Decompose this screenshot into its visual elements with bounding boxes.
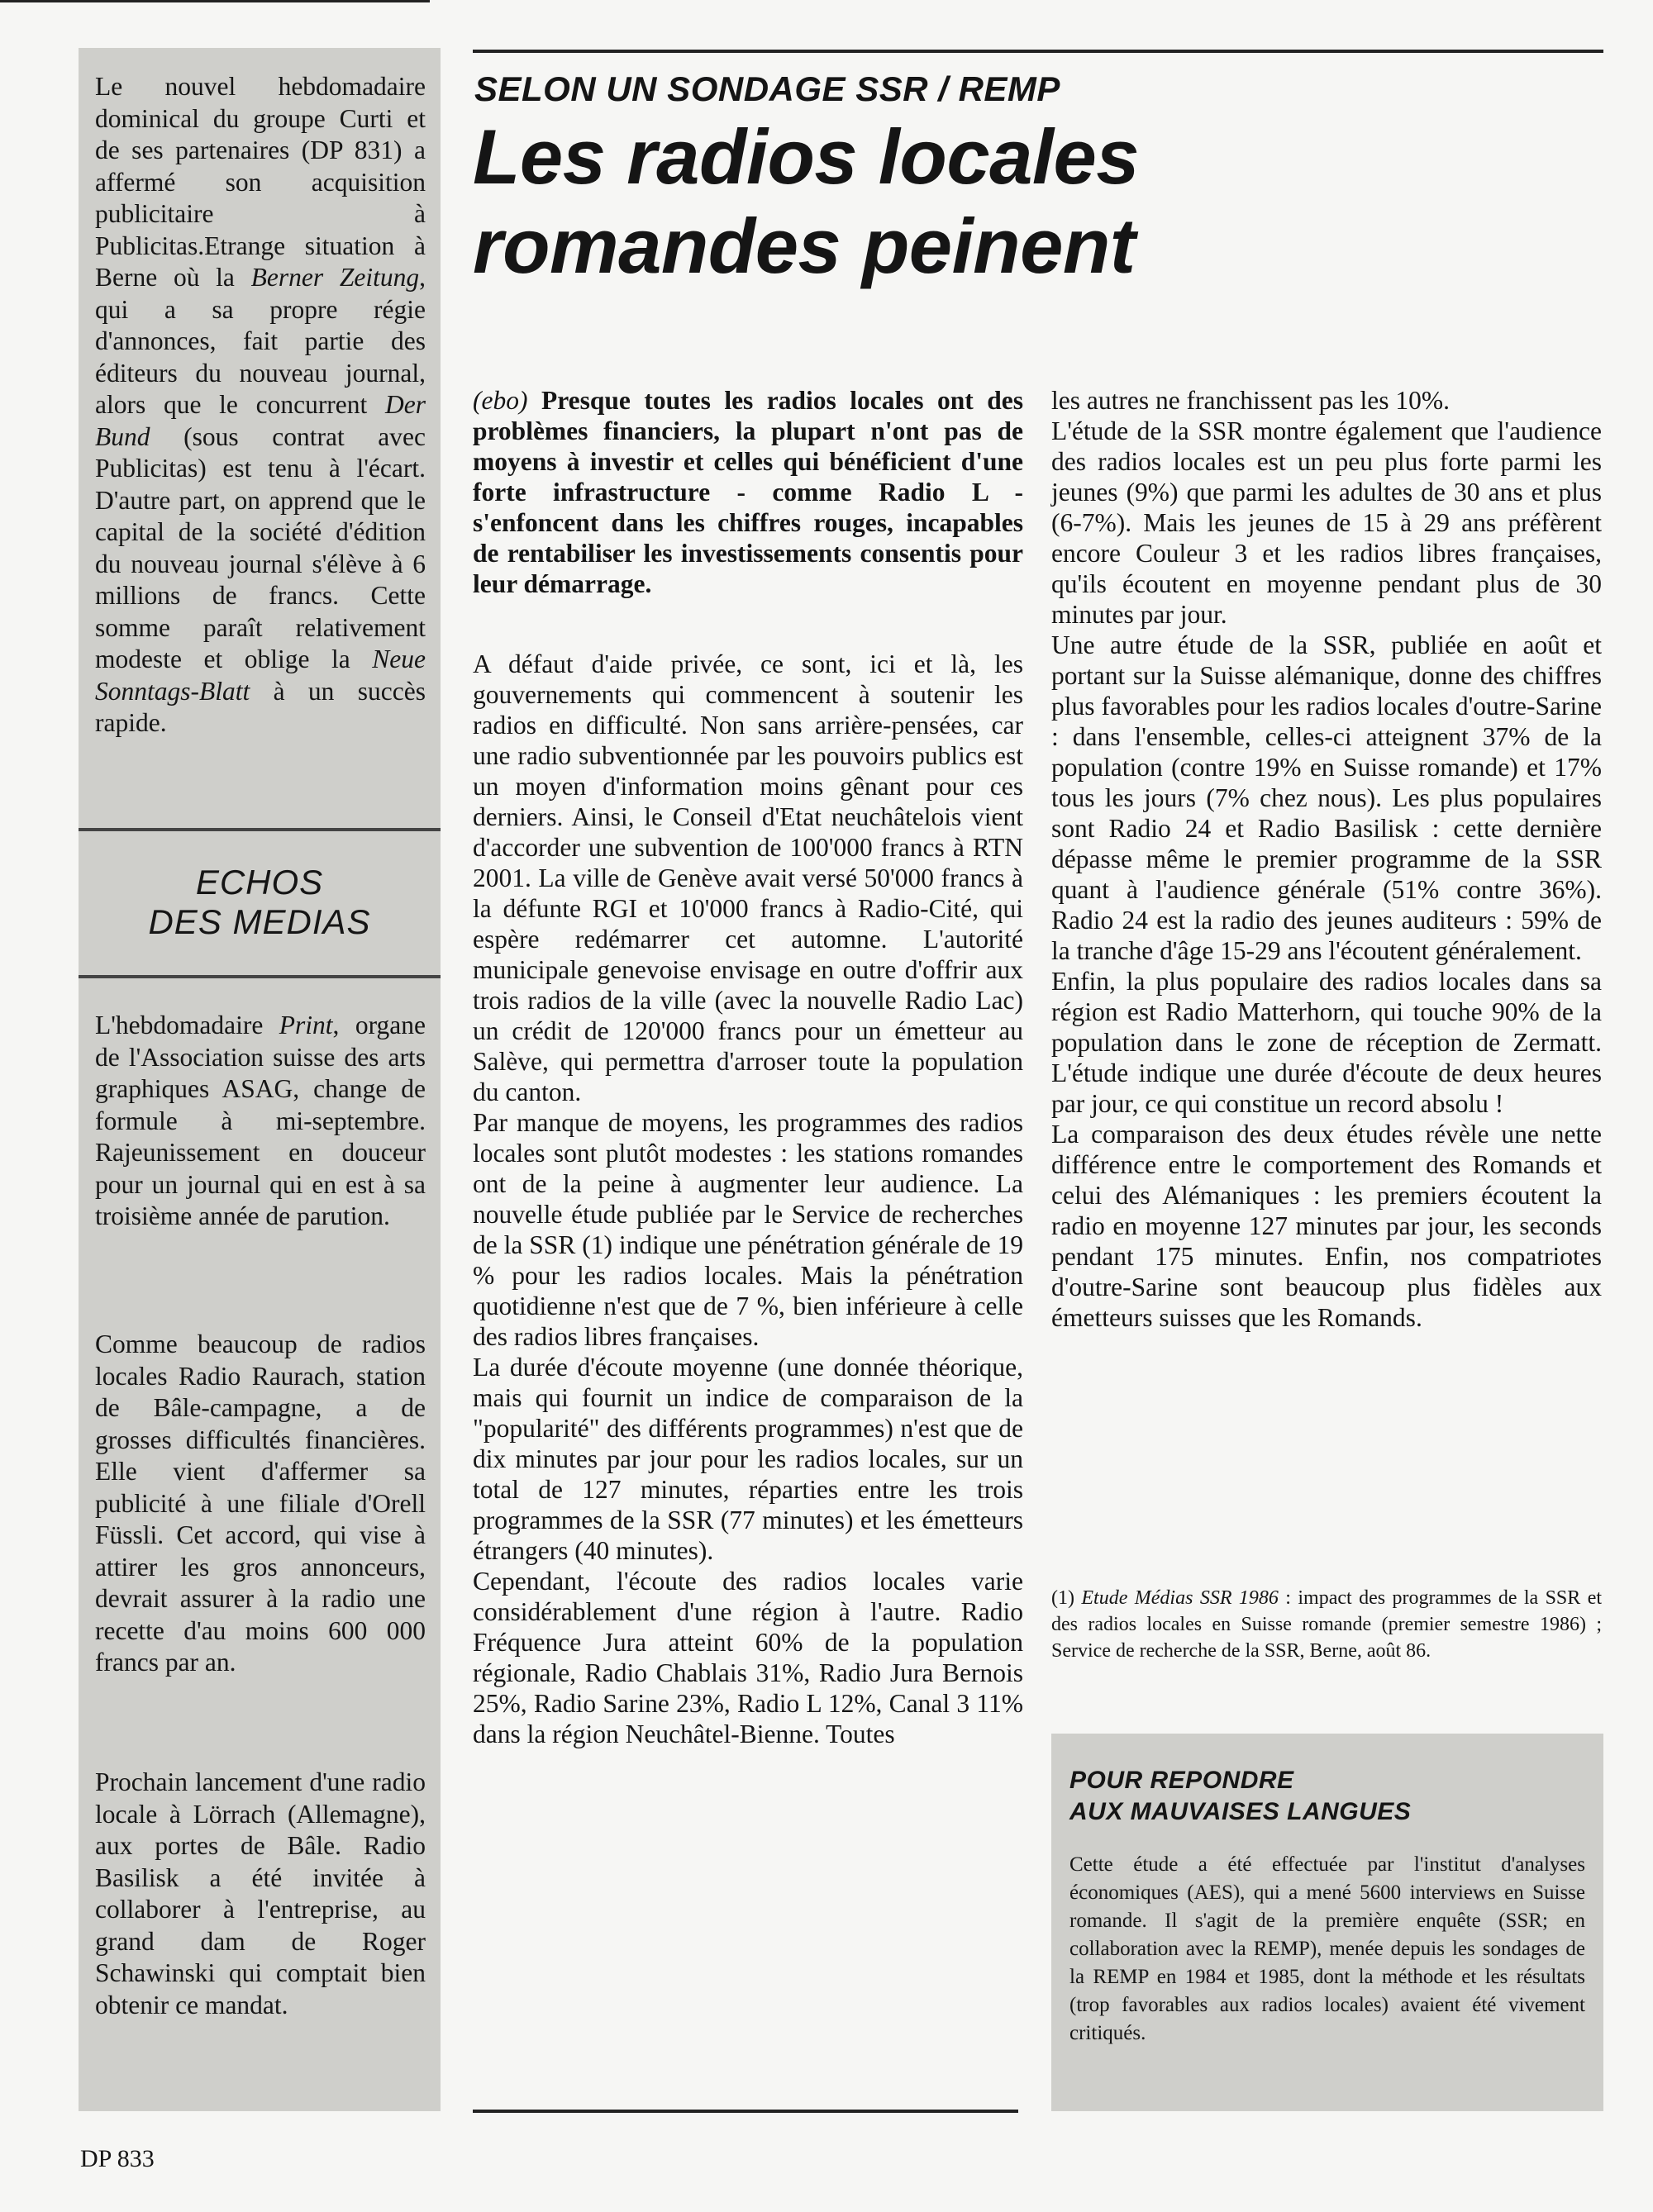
article-headline — [473, 112, 1382, 291]
paragraph: Une autre étude de la SSR, publiée en août et portant sur la Suisse alémanique, donne des chiffres plus favorables pour les radios locales d'outre-Sarine : dans l'ensemble, celles-ci atteignent 37% de la population (contre 19% en Suisse romande) et 17% tous les jours (7% chez nous). Les plus populaires sont Radio 24 et Radio Basilisk : cette dernière dépasse même le premier programme de la SSR quant à l'audience générale (51% contre 36%). Radio 24 est la radio des jeunes auditeurs : 59% de la tranche d'âge 15-29 ans l'écoutent généralement. — [1051, 630, 1602, 965]
publication-name: Print — [279, 1011, 333, 1039]
headline-line-2: romandes peinent — [473, 202, 1136, 289]
footnote-text: : impact des programmes de la SSR et des radios locales en Suisse romande (premier semestre 1986) ; Service de recherche de la SSR, Berne, août 86. — [1051, 1587, 1603, 1662]
paragraph: A défaut d'aide privée, ce sont, ici et là, les gouvernements qui commencent à soutenir les radios en difficulté. Non sans arrière-pensées, car une radio subventionnée par les pouvoirs publics est un moyen d'information moins gênant pour ces derniers. Ainsi, le Conseil d'Etat neuchâtelois vient d'accorder une subvention de 100'000 francs à RTN 2001. La ville de Genève avait versé 50'000 francs à la défunte RGI et 10'000 francs à Radio-Cité, qui espère redémarrer cet automne. L'autorité municipale genevoise envisage en outre d'offrir aux trois radios de la ville (avec la nouvelle Radio Lac) un crédit de 120'000 francs pour un émetteur au Salève, qui permettra d'arroser toute la population du canton. — [473, 649, 1023, 1106]
sidebar-divider — [79, 975, 441, 978]
sidebar-echos — [79, 48, 441, 2111]
sidebar-item-raurach: Comme beaucoup de radios locales Radio Raurach, station de Bâle-campagne, a de grosses difficultés financières. Elle vient d'affermer sa publicité à une filiale d'Orell Füssli. Cet accord, qui vise à attirer les gros annonceurs, devrait assurer à la radio une recette d'au moins 600 000 francs par an. — [95, 1330, 426, 1677]
echos-line-2: DES MEDIAS — [148, 902, 371, 941]
sidebar-text: Le nouvel hebdomadaire dominical du groupe Curti et de ses partenaires (DP 831) a affermé son acquisition publicitaire à Publicitas.Etrange situation à Berne où la — [95, 72, 426, 292]
publication-name: Der Bund — [95, 390, 426, 451]
section-title-echos — [79, 863, 441, 942]
sidebox-title-line-2: AUX MAUVAISES LANGUES — [1069, 1798, 1412, 1825]
sidebar-text: à un succès rapide. — [95, 676, 426, 737]
sidebar-text: , organe de l'Association suisse des arts graphiques ASAG, change de formule à mi-septembre. Rajeunissement en douceur pour un journal qui en est à sa troisième année de parution. — [95, 1011, 426, 1230]
sidebox-text: Cette étude a été effectuée par l'institut d'analyses économiques (AES), qui a mené 5600 interviews en Suisse romande. Il s'agit de la première enquête (SSR; en collaboration avec la REMP), menée depuis les sondages de la REMP en 1984 et 1985, dont la méthode et les résultats (trop favorables aux radios locales) avaient été vivement critiqués. — [1069, 1853, 1585, 2044]
article-column-right — [1051, 385, 1602, 1333]
paragraph: La durée d'écoute moyenne (une donnée théorique, mais qui fournit un indice de comparaison de la "popularité" des différents programmes) n'est que de dix minutes par jour pour les radios locales, sur un total de 127 minutes, réparties entre les trois programmes de la SSR (77 minutes) et les émetteurs étrangers (40 minutes). — [473, 1353, 1023, 1565]
author-tag: (ebo) — [473, 386, 528, 415]
paragraph: Cependant, l'écoute des radios locales varie considérablement d'une région à l'autre. Radio Fréquence Jura atteint 60% de la population régionale, Radio Chablais 31%, Radio Jura Bernois 25%, Radio Sarine 23%, Radio L 12%, Canal 3 11% dans la région Neuchâtel-Bienne. Toutes — [473, 1567, 1023, 1748]
paragraph: Enfin, la plus populaire des radios locales dans sa région est Radio Matterhorn, qui touche 90% de la population dans le zone de réception de Zermatt. L'étude indique une durée d'écoute de deux heures par jour, ce qui constitue un record absolu ! — [1051, 967, 1602, 1118]
footnote-title: Etude Médias SSR 1986 — [1081, 1587, 1279, 1609]
sidebox-repondre — [1051, 1734, 1603, 2111]
sidebar-item-curti — [95, 71, 426, 740]
sidebar-text: L'hebdomadaire — [95, 1011, 279, 1039]
paragraph: L'étude de la SSR montre également que l'audience des radios locales est un peu plus forte parmi les jeunes (9%) que parmi les adultes de 30 ans et plus (6-7%). Mais les jeunes de 15 à 29 ans préfèrent encore Couleur 3 et les radios libres françaises, qu'ils écoutent en moyenne pendant plus de 30 minutes par jour. — [1051, 416, 1602, 629]
lead-text: Presque toutes les radios locales ont des problèmes financiers, la plupart n'ont pas de moyens à investir et celles qui bénéficient d'une forte infrastructure - comme Radio L - s'enfoncent dans les chiffres rouges, incapables de rentabiliser les investissements consentis pour leur démarrage. — [473, 386, 1023, 598]
page-number: DP 833 — [80, 2145, 155, 2172]
paragraph: Par manque de moyens, les programmes des radios locales sont plutôt modestes : les stations romandes ont de la peine à augmenter leur audience. La nouvelle étude publiée par le Service de recherches de la SSR (1) indique une pénétration générale de 19 % pour les radios locales. Mais la pénétration quotidienne n'est que de 7 %, bien inférieure à celle des radios libres françaises. — [473, 1108, 1023, 1351]
sidebar-divider — [79, 828, 441, 831]
footnote-number: (1) — [1051, 1587, 1082, 1609]
publication-name: Berner Zeitung — [250, 263, 420, 292]
paragraph: La comparaison des deux études révèle une nette différence entre le comportement des Romands et celui des Alémaniques : les premiers écoutent la radio en moyenne 127 minutes par jour, les seconds pendant 175 minutes. Enfin, nos compatriotes d'outre-Sarine sont beaucoup plus fidèles aux émetteurs suisses que les Romands. — [1051, 1120, 1602, 1332]
bottom-rule — [473, 2110, 1018, 2113]
top-rule-left — [0, 0, 430, 2]
article-kicker: SELON UN SONDAGE SSR / REMP — [474, 69, 1060, 108]
sidebar-item-print — [95, 1010, 426, 1233]
top-rule-main — [473, 50, 1603, 53]
sidebox-title — [1069, 1765, 1585, 1828]
footnote — [1051, 1585, 1602, 1664]
sidebox-title-line-1: POUR REPONDRE — [1069, 1767, 1294, 1794]
article-column-middle — [473, 385, 1023, 1749]
sidebar-item-lorrach: Prochain lancement d'une radio locale à Lörrach (Allemagne), aux portes de Bâle. Radio Basilisk a été invitée à collaborer à l'entreprise, au grand dam de Roger Schawinski qui comptait bien obtenir ce mandat. — [95, 1767, 426, 2019]
paragraph: les autres ne franchissent pas les 10%. — [1051, 386, 1450, 415]
sidebar-text: , qui a sa propre régie d'annonces, fait partie des éditeurs du nouveau journal, alors que le concurrent — [95, 263, 426, 419]
article-lead — [473, 385, 1023, 599]
headline-line-1: Les radios locales — [473, 113, 1140, 200]
echos-line-1: ECHOS — [195, 863, 324, 901]
sidebar-text: (sous contrat avec Publicitas) est tenu à l'écart. D'autre part, on apprend que le capital de la société d'édition du nouveau journal s'élève à 6 millions de francs. Cette somme paraît relativement modeste et oblige la — [95, 421, 426, 673]
publication-name: Neue Sonntags-Blatt — [95, 645, 426, 706]
